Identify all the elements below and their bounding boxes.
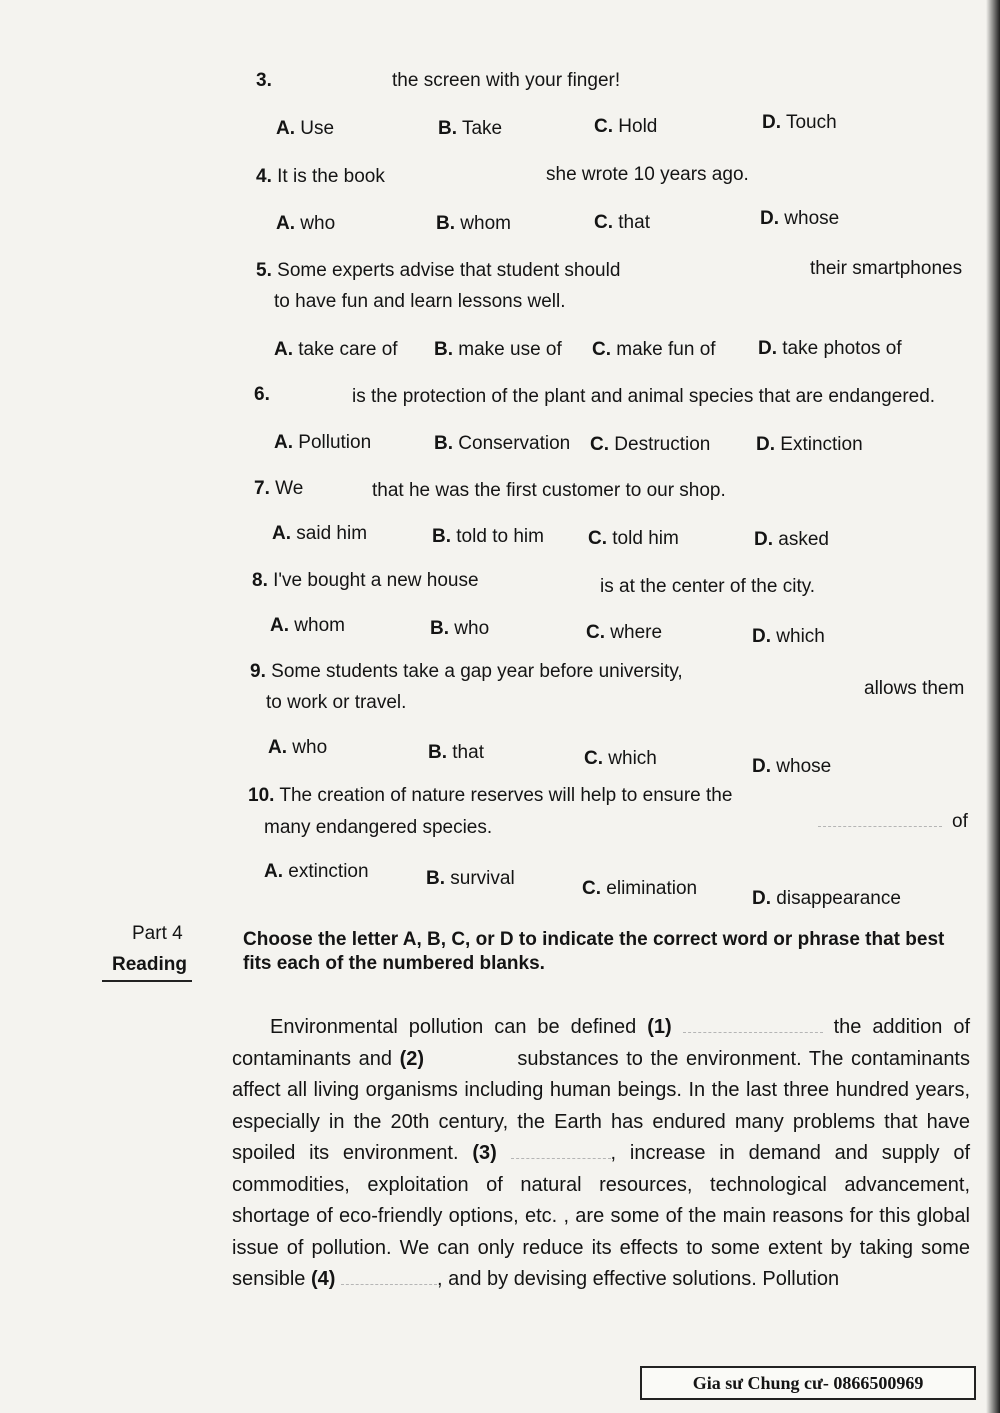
question-4-text-b: she wrote 10 years ago. (546, 164, 749, 185)
passage-text: Environmental pollution can be defined (270, 1016, 637, 1038)
answer-blank[interactable] (683, 1018, 823, 1033)
option-7a[interactable]: A. said him (272, 523, 368, 544)
scan-edge-shadow (986, 0, 1000, 1413)
option-7c[interactable]: C. told him (588, 528, 679, 549)
question-number: 6. (254, 384, 270, 405)
part-instruction: Choose the letter A, B, C, or D to indicate the correct word or phrase that best fits each of the numbered blanks. (243, 929, 945, 974)
question-number: 3. (256, 70, 272, 91)
option-4d[interactable]: D. whose (760, 208, 840, 229)
part-label: Part 4 (132, 923, 183, 944)
question-3-text: the screen with your finger! (392, 70, 621, 91)
option-9a[interactable]: A. who (268, 737, 328, 758)
question-10 (248, 785, 732, 807)
question-5-text-a: Some experts advise that student should (277, 260, 621, 281)
option-10c[interactable]: C. elimination (582, 878, 698, 899)
question-10-text-c: many endangered species. (264, 817, 493, 838)
question-8 (252, 570, 479, 592)
passage-text: substances to the environment. The contaminants affect all living organisms including human beings. In the last three hundred years, especially in the 20th century, the Earth has endured many problems that have spoiled its environment. (232, 1047, 970, 1164)
option-4a[interactable]: A. who (276, 213, 336, 234)
option-3b[interactable]: B. Take (438, 118, 503, 139)
blank-number: (1) (647, 1016, 672, 1038)
part-title-underline (102, 980, 192, 982)
option-7b[interactable]: B. told to him (432, 526, 544, 547)
option-6d[interactable]: D. Extinction (756, 434, 863, 455)
option-8d[interactable]: D. which (752, 626, 825, 647)
question-number: 5. (256, 260, 272, 281)
option-10d[interactable]: D. disappearance (752, 888, 901, 909)
option-4b[interactable]: B. whom (436, 213, 511, 234)
option-5a[interactable]: A. take care of (274, 339, 398, 360)
question-5-text-c: to have fun and learn lessons well. (274, 291, 566, 312)
reading-passage (232, 1012, 970, 1296)
blank-number: (4) (310, 1268, 336, 1290)
question-number: 7. (254, 478, 270, 499)
option-5d[interactable]: D. take photos of (758, 338, 902, 359)
question-9-text-c: to work or travel. (266, 692, 407, 713)
question-5 (256, 260, 620, 282)
question-number: 9. (250, 661, 266, 682)
answer-blank[interactable] (818, 826, 942, 827)
option-10a[interactable]: A. extinction (264, 861, 369, 882)
answer-blank[interactable] (341, 1270, 437, 1285)
blank-number: (3) (472, 1142, 497, 1164)
option-9d[interactable]: D. whose (752, 756, 832, 777)
question-9-text-a: Some students take a gap year before university, (271, 661, 683, 682)
question-6-text: is the protection of the plant and animal species that are endangered. (352, 386, 936, 407)
question-8-text-a: I've bought a new house (273, 570, 479, 591)
question-7-text-b: that he was the first customer to our shop. (372, 480, 726, 501)
option-6a[interactable]: A. Pollution (274, 432, 372, 453)
question-4 (256, 166, 385, 188)
passage-text: the addition of contaminants and (232, 1016, 970, 1070)
question-4-text-a: It is the book (277, 166, 385, 187)
option-6c[interactable]: C. Destruction (590, 434, 711, 455)
question-number: 8. (252, 570, 268, 591)
option-8a[interactable]: A. whom (270, 615, 345, 636)
option-3c[interactable]: C. Hold (594, 116, 658, 137)
option-5b[interactable]: B. make use of (434, 339, 562, 360)
question-5-text-b: their smartphones (810, 258, 963, 279)
question-6 (254, 384, 270, 406)
passage-text: , increase in demand and supply of commodities, exploitation of natural resources, technological advancement, shortage of eco-friendly options, etc. , are some of the main reasons for this global issue of pollution. We can only reduce its effects to some extent by taking some sensible (232, 1142, 971, 1290)
option-5c[interactable]: C. make fun of (592, 339, 716, 360)
question-10-text-b: of (952, 811, 968, 832)
question-3 (256, 70, 272, 92)
question-9-text-b: allows them (864, 678, 965, 699)
part-title: Reading (112, 954, 187, 975)
option-9b[interactable]: B. that (428, 742, 484, 763)
option-9c[interactable]: C. which (584, 748, 657, 769)
question-7-text-a: We (275, 478, 304, 499)
footer-label: Gia sư Chung cư- 0866500969 (640, 1366, 976, 1400)
option-10b[interactable]: B. survival (426, 868, 515, 889)
option-7d[interactable]: D. asked (754, 529, 829, 550)
question-9 (250, 661, 683, 683)
passage-text: , and by devising effective solutions. Pollution (436, 1268, 840, 1290)
option-4c[interactable]: C. that (594, 212, 650, 233)
question-number: 10. (248, 785, 275, 806)
answer-blank[interactable] (432, 1050, 510, 1065)
option-6b[interactable]: B. Conservation (434, 433, 571, 454)
answer-blank[interactable] (511, 1144, 611, 1159)
option-8b[interactable]: B. who (430, 618, 490, 639)
question-number: 4. (256, 166, 272, 187)
option-3a[interactable]: A. Use (276, 118, 335, 139)
question-8-text-b: is at the center of the city. (600, 576, 816, 597)
question-10-text-a: The creation of nature reserves will help to ensure the (279, 785, 733, 806)
option-3d[interactable]: D. Touch (762, 112, 837, 133)
option-8c[interactable]: C. where (586, 622, 663, 643)
question-7 (254, 478, 303, 500)
blank-number: (2) (399, 1047, 425, 1070)
